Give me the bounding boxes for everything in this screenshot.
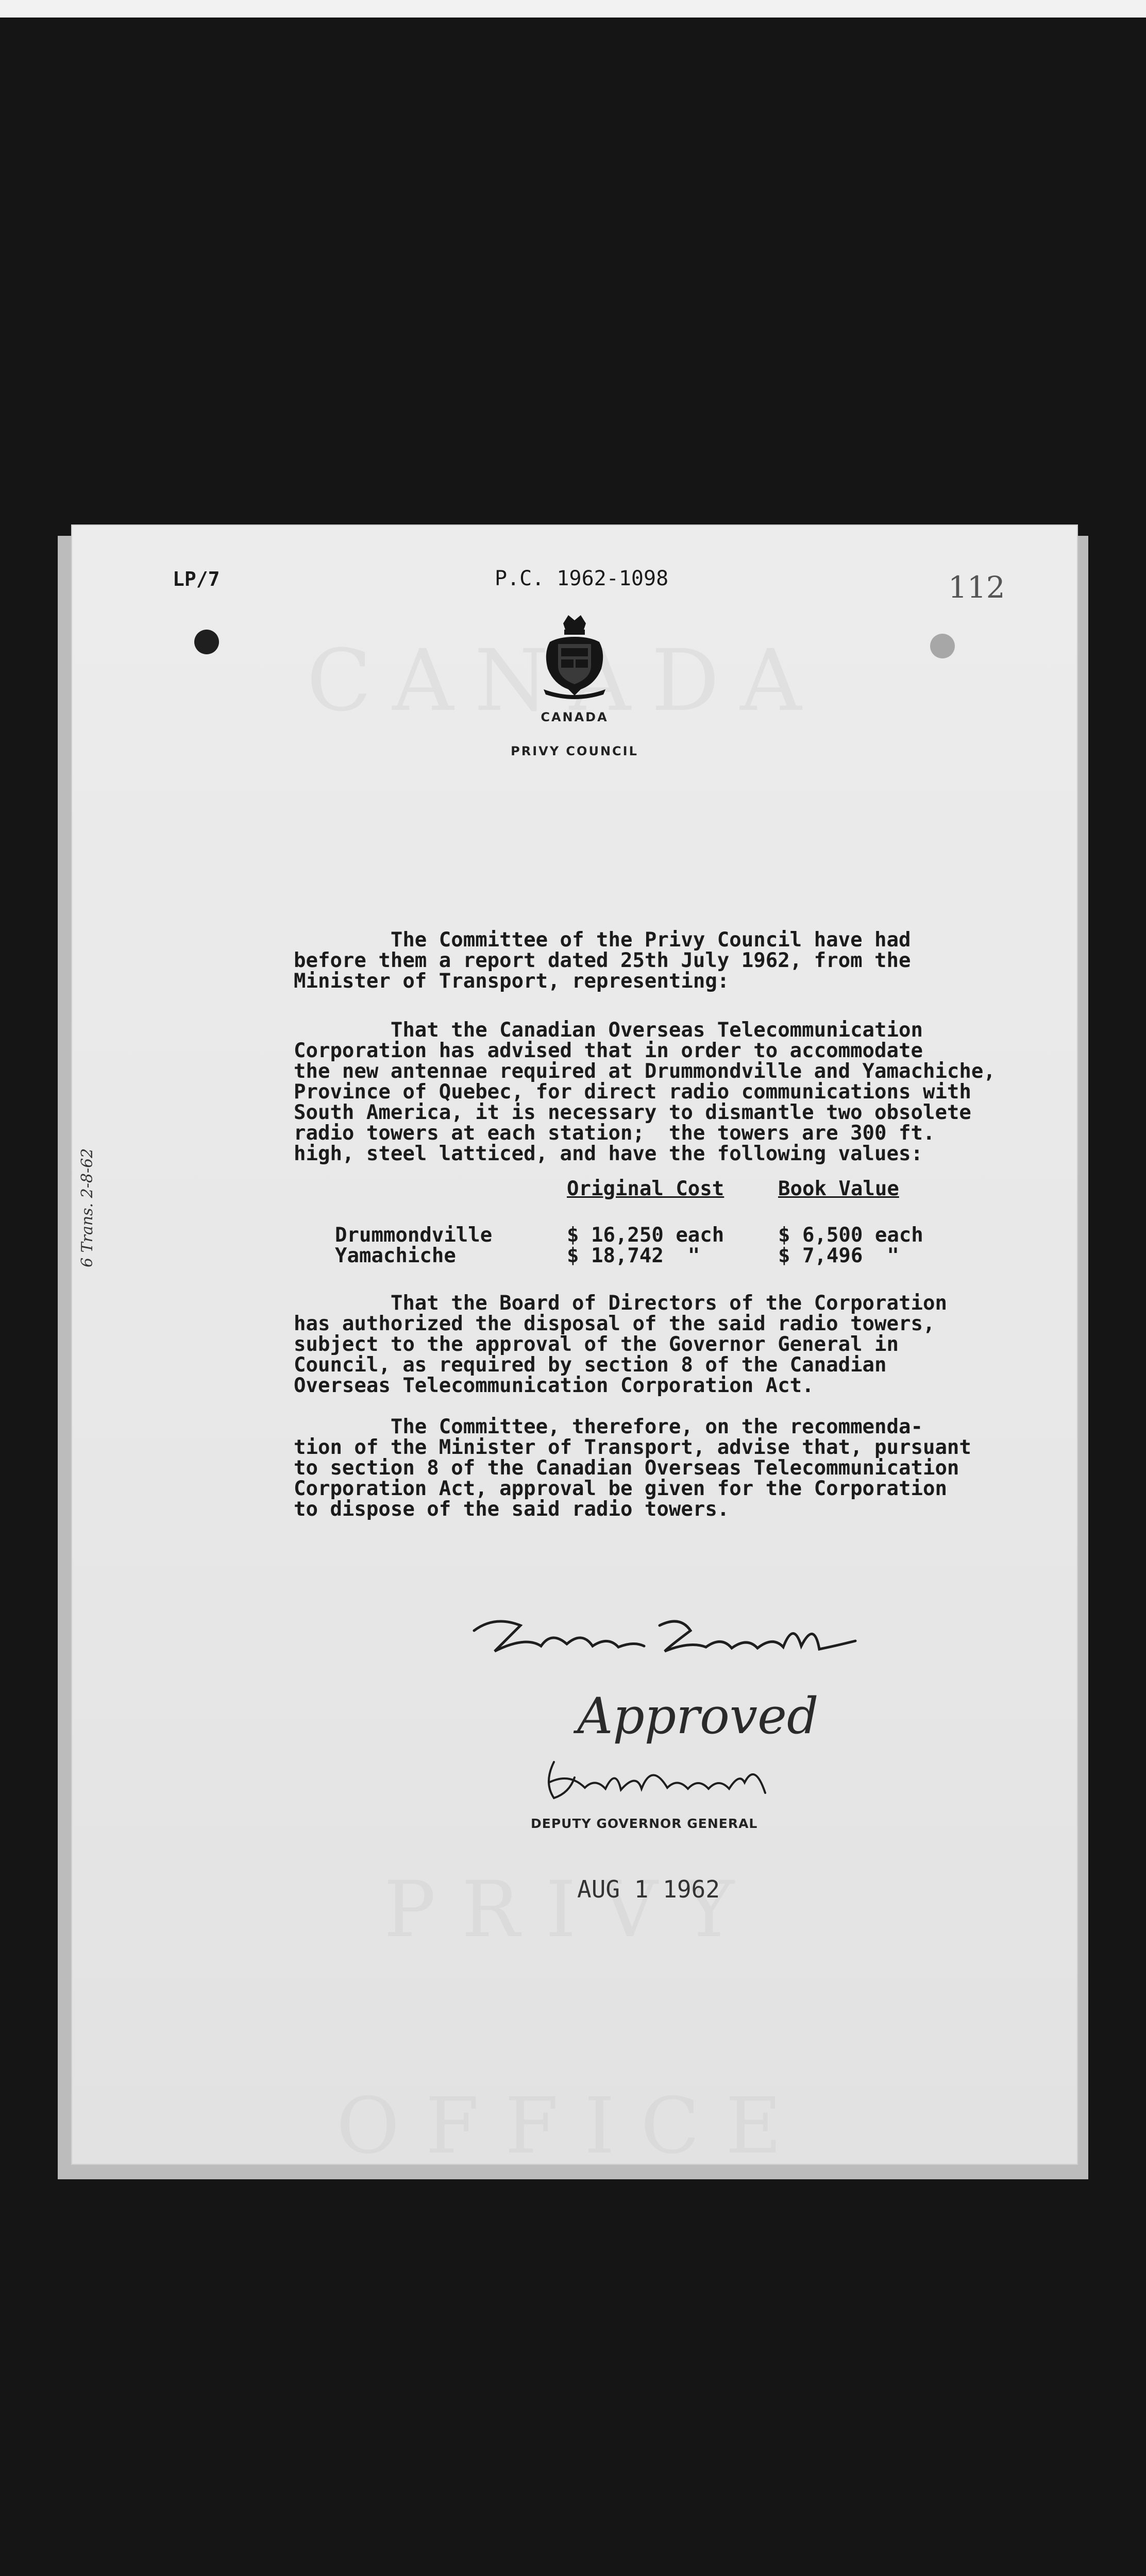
watermark-office (289, 2081, 855, 2164)
letterhead-country: CANADA (541, 710, 609, 724)
paragraph-board-authorization: That the Board of Directors of the Corporation has authorized the disposal of the said radio towers, subject to the approval of the Governor General in Council, as required by section 8 of the Canadian Overseas Telecommunication Corporation Act. (294, 1292, 947, 1397)
column-header-original-cost: Original Cost (567, 1177, 724, 1200)
column-header-book-value: Book Value (778, 1177, 899, 1200)
approval-word: Approved (577, 1687, 819, 1745)
order-number: P.C. 1962-1098 (495, 567, 669, 590)
file-code: LP/7 (173, 568, 220, 590)
document-page (72, 526, 1077, 2164)
table-cell-original-cost: $ 18,742 " (567, 1244, 700, 1267)
paragraph-representation: That the Canadian Overseas Telecommunication Corporation has advised that in order to accommodate the new antennae required at Drummondville and Yamachiche, Province of Quebec, for direct radio communications with South America, it is necessary to dismantle two obsolete radio towers at each station; the towers are 300 ft. high, steel latticed, and have the following values: (294, 1019, 996, 1165)
coat-of-arms-icon (538, 612, 611, 700)
table-cell-location: Drummondville (335, 1224, 493, 1247)
punch-hole-right (930, 634, 955, 658)
deputy-signature (538, 1752, 781, 1808)
table-cell-book-value: $ 6,500 each (778, 1224, 923, 1247)
approval-date-stamp: AUG 1 1962 (577, 1875, 720, 1903)
paragraph-report: The Committee of the Privy Council have had before them a report dated 25th July 1962, from the Minister of Transport, representing: (294, 928, 911, 993)
punch-hole-left (194, 630, 219, 654)
page-number: 112 (948, 570, 1005, 605)
margin-annotation: 6 Trans. 2-8-62 (78, 1148, 96, 1267)
scan-top-band (0, 0, 1146, 18)
table-cell-location: Yamachiche (335, 1244, 456, 1267)
letterhead-body: PRIVY COUNCIL (511, 744, 638, 758)
president-signature (464, 1610, 866, 1667)
paragraph-recommendation: The Committee, therefore, on the recommenda- tion of the Minister of Transport, advise that, pursuant to section 8 of the Canadian Overseas Telecommunication Corporation Act, approval be given for the Corporation to dispose of the said radio towers. (294, 1415, 971, 1521)
deputy-governor-title: DEPUTY GOVERNOR GENERAL (531, 1816, 758, 1831)
table-cell-original-cost: $ 16,250 each (567, 1224, 724, 1247)
table-cell-book-value: $ 7,496 " (778, 1244, 899, 1267)
